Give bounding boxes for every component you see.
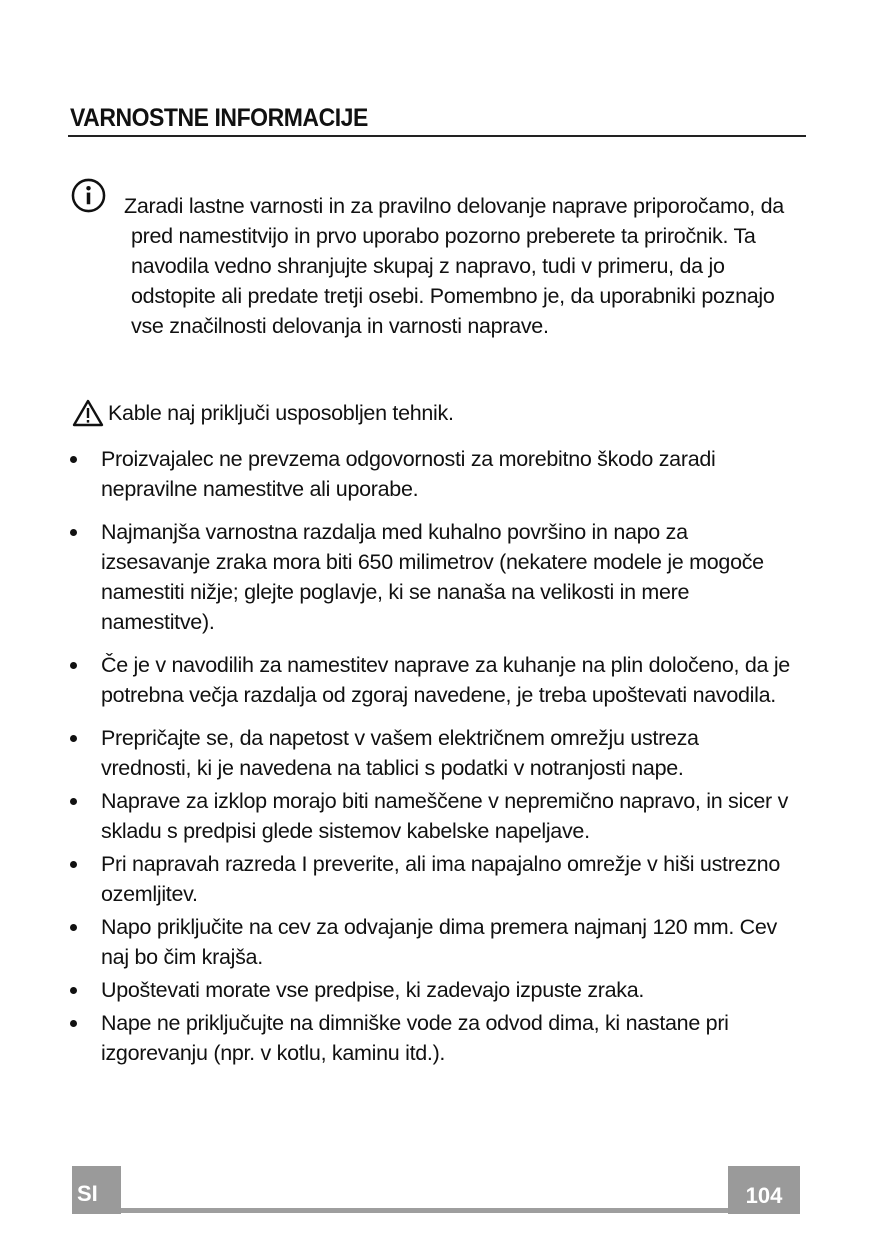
bullet-icon: [70, 735, 77, 742]
page-title: VARNOSTNE INFORMACIJE: [70, 104, 368, 132]
list-item: Nape ne priključujte na dimniške vode za odvod dima, ki nastane pri izgorevanju (npr. v kotlu, kaminu itd.).: [70, 1008, 790, 1068]
footer-page-number: 104: [728, 1166, 800, 1214]
bullet-icon: [70, 924, 77, 931]
list-item: Proizvajalec ne prevzema odgovornosti za morebitno škodo zaradi nepravilne namestitve ali uporabe.: [70, 444, 790, 504]
info-first-line: Zaradi lastne varnosti in za pravilno delovanje naprave priporočamo, da: [124, 194, 784, 218]
warning-line: [72, 398, 454, 428]
footer-language-tab: SI: [72, 1166, 121, 1214]
bullet-icon: [70, 456, 77, 463]
bullet-icon: [70, 987, 77, 994]
list-item: Upoštevati morate vse predpise, ki zadevajo izpuste zraka.: [70, 975, 790, 1005]
list-item: Če je v navodilih za namestitev naprave za kuhanje na plin določeno, da je potrebna večja razdalja od zgoraj navedene, je treba upoštevati navodila.: [70, 650, 790, 710]
bullet-icon: [70, 1020, 77, 1027]
bullet-icon: [70, 662, 77, 669]
list-item: Naprave za izklop morajo biti nameščene v nepremično napravo, in sicer v skladu s predpisi glede sistemov kabelske napeljave.: [70, 786, 790, 846]
list-item: Prepričajte se, da napetost v vašem električnem omrežju ustreza vrednosti, ki je navedena na tablici s podatki v notranjosti nape.: [70, 723, 790, 783]
list-item: Pri napravah razreda I preverite, ali ima napajalno omrežje v hiši ustrezno ozemljitev.: [70, 849, 790, 909]
list-item: Najmanjša varnostna razdalja med kuhalno površino in napo za izsesavanje zraka mora biti 650 milimetrov (nekatere modele je mogoče namestiti nižje; glejte poglavje, ki se nanaša na velikosti in mere namestitve).: [70, 517, 790, 637]
list-item: Napo priključite na cev za odvajanje dima premera najmanj 120 mm. Cev naj bo čim krajša.: [70, 912, 790, 972]
info-paragraph: [124, 191, 784, 341]
footer-bar: [72, 1208, 800, 1213]
bullet-icon: [70, 529, 77, 536]
warning-text: Kable naj priključi usposobljen tehnik.: [108, 401, 454, 425]
bullet-icon: [70, 861, 77, 868]
warning-icon: [72, 399, 104, 427]
title-divider: [68, 135, 806, 137]
bullet-icon: [70, 798, 77, 805]
safety-list: [70, 444, 790, 1071]
info-body: pred namestitvijo in prvo uporabo pozorno preberete ta priročnik. Ta navodila vedno shranjujte skupaj z napravo, tudi v primeru, da jo odstopite ali predate tretji osebi. Pomembno je, da uporabniki poznajo vse značilnosti delovanja in varnosti naprave.: [131, 224, 775, 338]
info-icon: [71, 178, 106, 213]
